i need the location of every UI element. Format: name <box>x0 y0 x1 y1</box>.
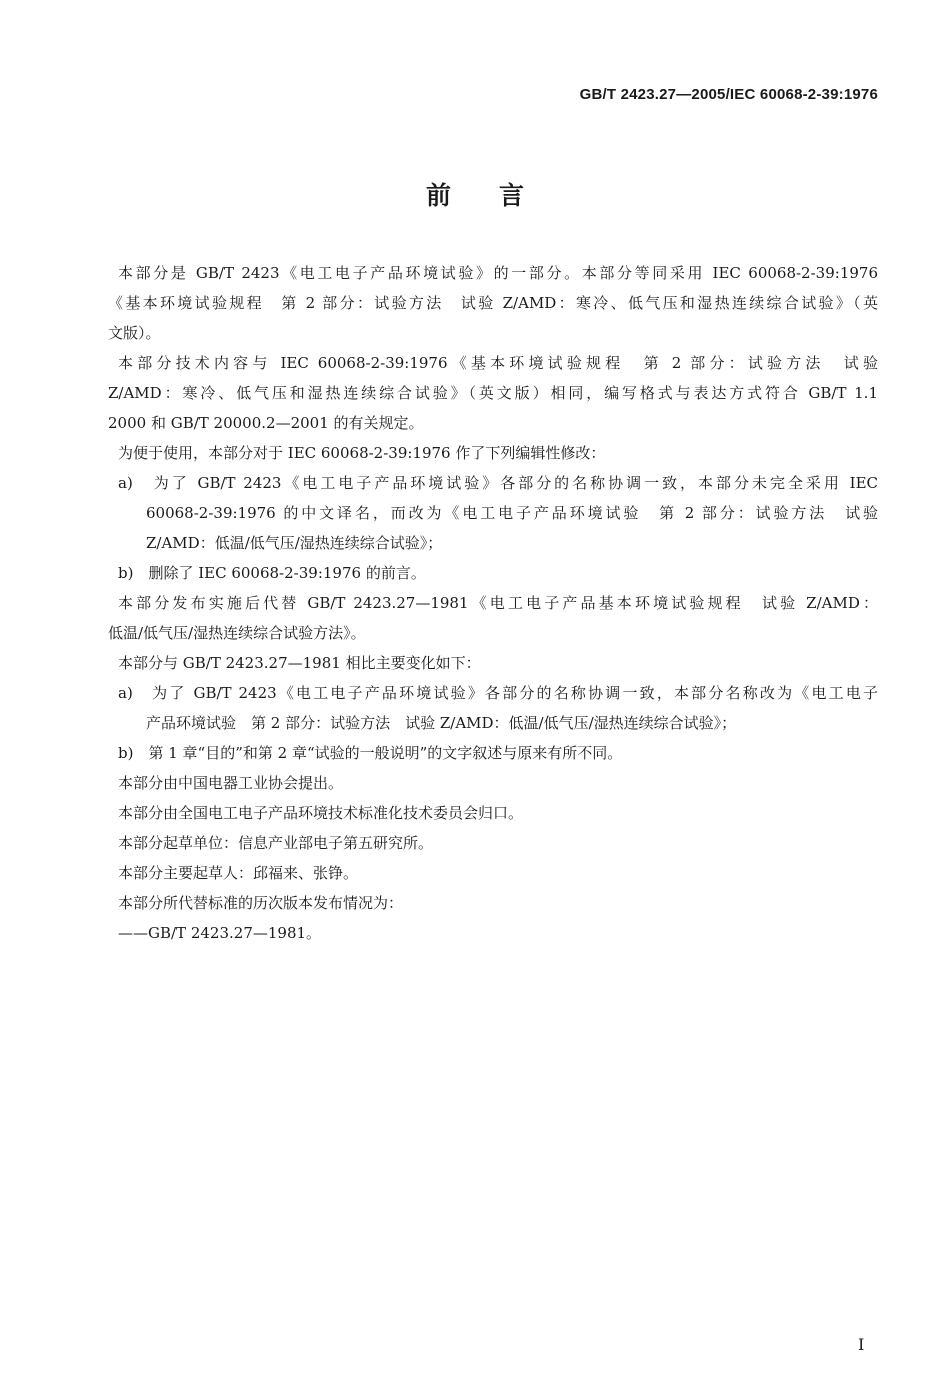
list-item-continuation: 产品环境试验 第 2 部分：试验方法 试验 Z/AMD：低温/低气压/湿热连续综合试验》； <box>146 714 737 732</box>
list-item: b) 第 1 章“目的”和第 2 章“试验的一般说明”的文字叙述与原来有所不同。 <box>118 744 623 762</box>
paragraph-line: 本部分由全国电工电子产品环境技术标准化技术委员会归口。 <box>118 804 524 822</box>
paragraph-line: Z/AMD：寒冷、低气压和湿热连续综合试验》（英文版）相同，编写格式与表达方式符合 GB/T 1.1 <box>108 384 878 402</box>
paragraph-line: 本部分主要起草人：邱福来、张铮。 <box>118 864 359 882</box>
paragraph-line: 本部分由中国电器工业协会提出。 <box>118 774 344 792</box>
list-item-continuation: Z/AMD：低温/低气压/湿热连续综合试验》； <box>146 534 443 552</box>
list-item-continuation: 60068-2-39:1976 的中文译名，而改为《电工电子产品环境试验 第 2 部分：试验方法 试验 <box>146 504 878 522</box>
standard-number-header: GB/T 2423.27—2005/IEC 60068-2-39:1976 <box>579 86 878 103</box>
paragraph-line: ——GB/T 2423.27—1981。 <box>118 924 322 942</box>
paragraph-line: 本部分与 GB/T 2423.27—1981 相比主要变化如下： <box>118 654 481 672</box>
page-title: 前言 <box>425 181 572 210</box>
paragraph-line: 2000 和 GB/T 20000.2—2001 的有关规定。 <box>108 414 424 432</box>
page-number: I <box>858 1335 865 1354</box>
document-body <box>108 258 878 948</box>
list-item: a) 为了 GB/T 2423《电工电子产品环境试验》各部分的名称协调一致，本部分名称改为《电工电子 <box>118 684 878 702</box>
paragraph-line: 本部分技术内容与 IEC 60068-2-39:1976《基本环境试验规程 第 2 部分：试验方法 试验 <box>118 354 878 372</box>
paragraph-line: 本部分是 GB/T 2423《电工电子产品环境试验》的一部分。本部分等同采用 IEC 60068-2-39:1976 <box>118 264 878 282</box>
paragraph-line: 《基本环境试验规程 第 2 部分：试验方法 试验 Z/AMD：寒冷、低气压和湿热连续综合试验》（英 <box>108 294 878 312</box>
list-item: a) 为了 GB/T 2423《电工电子产品环境试验》各部分的名称协调一致，本部分未完全采用 IEC <box>118 474 878 492</box>
paragraph-line: 本部分发布实施后代替 GB/T 2423.27—1981《电工电子产品基本环境试验规程 试验 Z/AMD： <box>118 594 878 612</box>
paragraph-line: 为便于使用，本部分对于 IEC 60068-2-39:1976 作了下列编辑性修改： <box>118 444 606 462</box>
paragraph-line: 本部分所代替标准的历次版本发布情况为： <box>118 894 404 912</box>
paragraph-line: 文版）。 <box>108 324 161 342</box>
paragraph-line: 本部分起草单位：信息产业部电子第五研究所。 <box>118 834 434 852</box>
list-item: b) 删除了 IEC 60068-2-39:1976 的前言。 <box>118 564 426 582</box>
paragraph-line: 低温/低气压/湿热连续综合试验方法》。 <box>108 624 366 642</box>
